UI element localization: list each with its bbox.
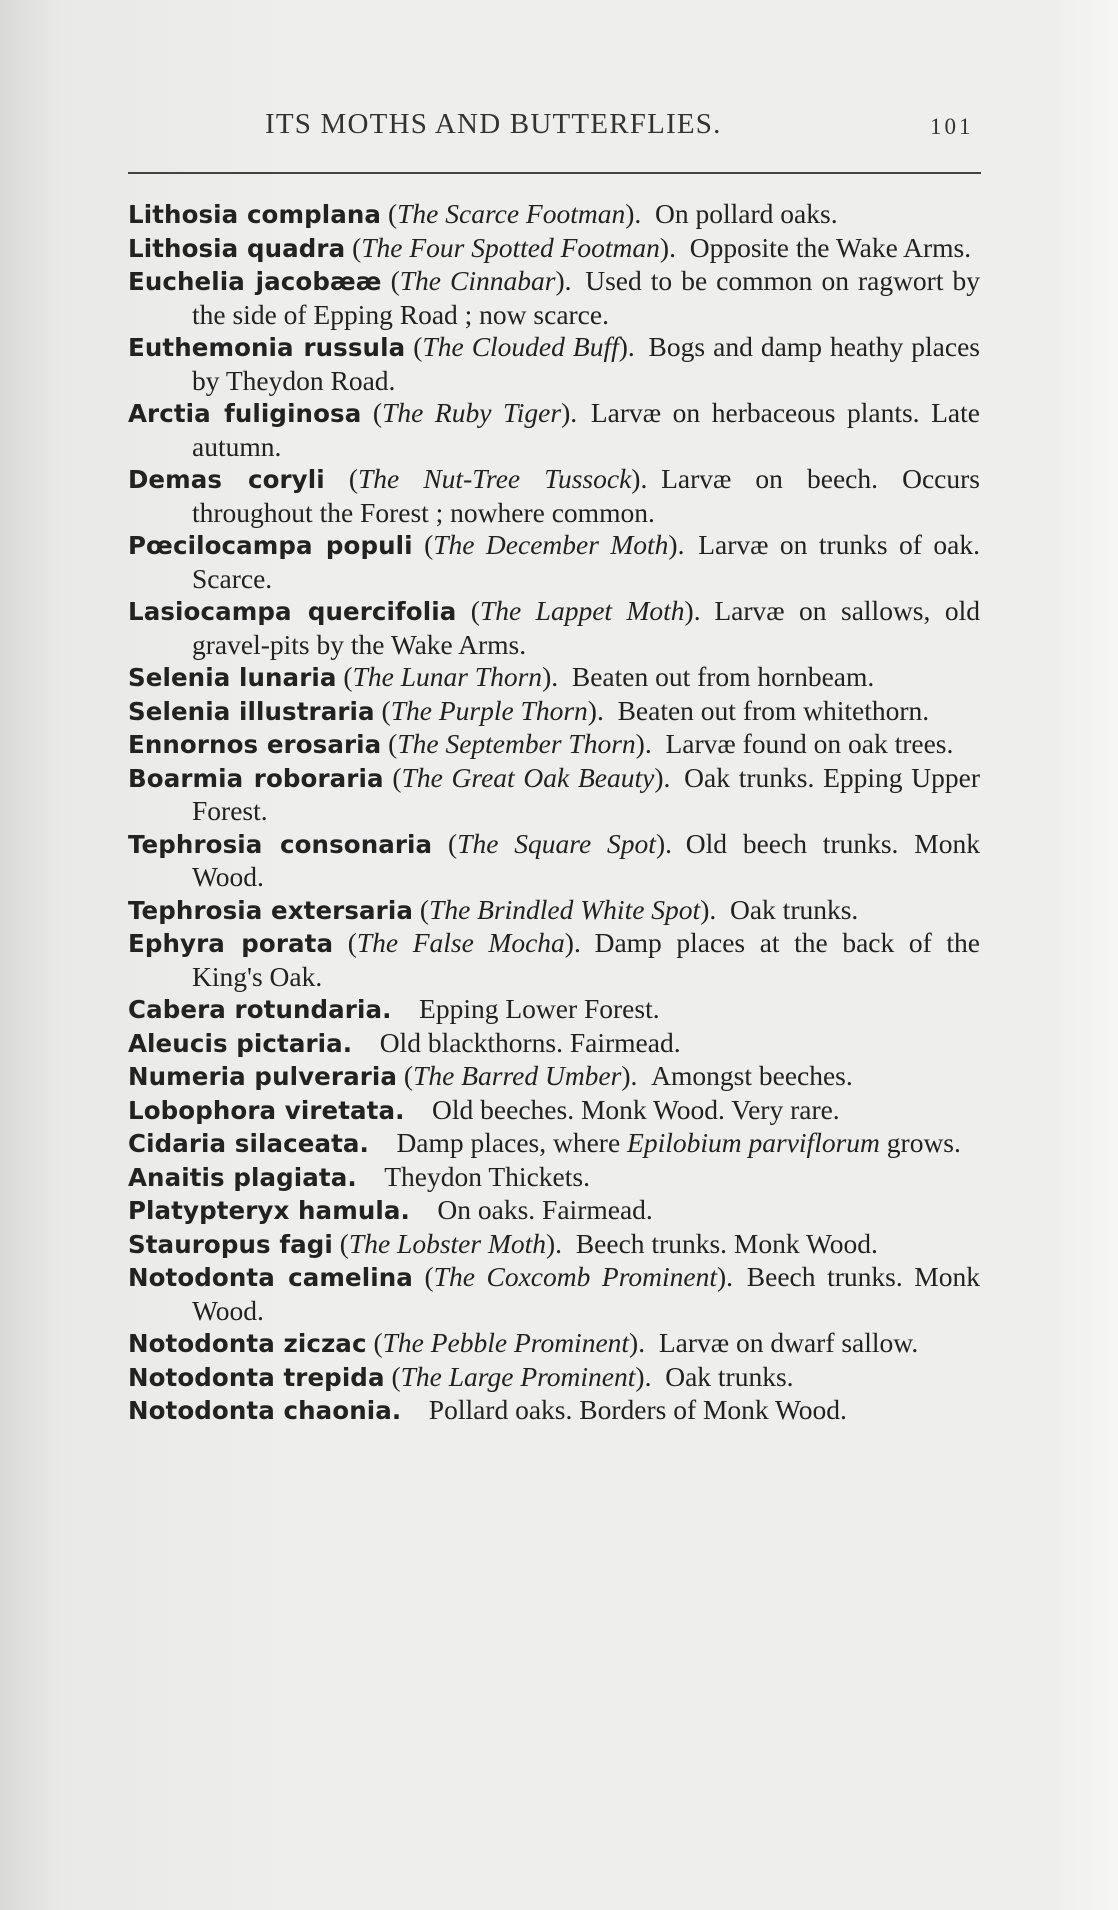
species-entry: Pœcilocampa populi (The December Moth). Larvæ on trunks of oak. Scarce. [128,529,980,594]
habitat-note: Beech trunks. Monk Wood. [192,1261,980,1326]
common-name: The Great Oak Beauty [401,761,655,793]
common-name: The Lappet Moth [479,595,685,626]
common-name: The Nut-Tree Tussock [358,463,632,494]
habitat-note: Amongst beeches. [651,1060,853,1091]
common-name: The Ruby Tiger [382,397,562,428]
common-name: The Coxcomb Prominent [433,1261,717,1292]
habitat-note: Opposite the Wake Arms. [689,231,972,263]
running-title: ITS MOTHS AND BUTTERFLIES. [265,108,722,140]
habitat-note: Theydon Thickets. [384,1160,590,1192]
common-name: The Cinnabar [399,265,556,296]
species-name: Notodonta camelina [128,1263,413,1292]
species-name: Notodonta chaonia. [128,1396,402,1425]
species-entry: Lasiocampa quercifolia (The Lappet Moth). Larvæ on sallows, old gravel-pits by the Wake Arms. [128,595,980,660]
habitat-note-end: grows. [886,1127,961,1158]
common-name: The September Thorn [397,728,636,759]
species-name: Cidaria silaceata. [128,1129,369,1158]
common-name: The Barred Umber [413,1060,622,1091]
species-name: Euthemonia russula [128,333,406,362]
habitat-note: Larvæ on dwarf sallow. [658,1327,919,1358]
species-entry: Notodonta trepida (The Large Prominent). Oak trunks. [128,1360,794,1392]
habitat-note: Old beeches. Monk Wood. Very rare. [432,1093,840,1125]
habitat-note: Beaten out from hornbeam. [571,661,875,692]
species-entry: Selenia lunaria (The Lunar Thorn). Beaten out from hornbeam. [128,661,875,692]
habitat-note: Old beech trunks. Monk Wood. [192,827,980,892]
habitat-note: Beech trunks. Monk Wood. [575,1227,878,1259]
species-entry: Euthemonia russula (The Clouded Buff). Bogs and damp heathy places by Theydon Road. [128,331,980,396]
habitat-note: Pollard oaks. Borders of Monk Wood. [428,1394,847,1425]
common-name: The Brindled White Spot [429,893,701,925]
common-name: The Square Spot [457,827,656,859]
species-entry: Stauropus fagi (The Lobster Moth). Beech trunks. Monk Wood. [128,1227,878,1259]
species-entry [128,1027,980,1061]
species-name: Euchelia jacobææ [128,267,382,296]
species-name: Tephrosia extersaria [128,895,413,925]
species-entry: Arctia fuliginosa (The Ruby Tiger). Larvæ on herbaceous plants. Late autumn. [128,397,980,462]
common-name: The Scarce Footman [397,198,626,229]
habitat-note: Larvæ found on oak trees. [665,728,954,759]
species-name: Notodonta trepida [128,1362,385,1392]
species-name: Selenia illustraria [128,696,375,726]
common-name: The Lobster Moth [348,1227,547,1259]
habitat-note: Larvæ on sallows, old gravel-pits by the Wake Arms. [192,595,980,660]
common-name: The Large Prominent [400,1360,636,1392]
habitat-note: Oak trunks. Epping Upper Forest. [192,761,980,826]
species-name: Stauropus fagi [128,1229,333,1259]
species-name: Lithosia quadra [128,233,346,263]
species-entry: Ennornos erosaria (The September Thorn). Larvæ found on oak trees. [128,728,954,759]
common-name: The Purple Thorn [390,694,588,726]
species-entry: Lithosia quadra (The Four Spotted Footman). Opposite the Wake Arms. [128,231,972,263]
species-name: Pœcilocampa populi [128,531,413,560]
species-name: Ennornos erosaria [128,730,382,759]
species-name: Arctia fuliginosa [128,399,362,428]
running-header [265,108,1005,148]
species-name: Demas coryli [128,465,325,494]
habitat-note: Oak trunks. [665,1360,794,1392]
habitat-note: Larvæ on trunks of oak. Scarce. [192,529,980,594]
species-name: Ephyra porata [128,929,334,958]
species-name: Lobophora viretata. [128,1095,405,1125]
habitat-note: Bogs and damp heathy places by Theydon Road. [192,331,980,396]
species-name: Notodonta ziczac [128,1329,367,1358]
species-entry [128,1394,980,1428]
common-name: The Lunar Thorn [352,661,543,692]
species-name: Boarmia roboraria [128,763,384,793]
species-entry: Numeria pulveraria (The Barred Umber). Amongst beeches. [128,1060,853,1091]
habitat-note: Damp places, where [396,1127,621,1158]
common-name: The Four Spotted Footman [361,231,660,263]
habitat-note: Larvæ on beech. Occurs throughout the Forest ; nowhere common. [192,463,980,528]
species-entry: Selenia illustraria (The Purple Thorn). Beaten out from whitethorn. [128,694,930,726]
species-entry: Notodonta ziczac (The Pebble Prominent). Larvæ on dwarf sallow. [128,1327,919,1358]
habitat-note: Damp places at the back of the King's Oak. [192,927,980,992]
habitat-note: Larvæ on herbaceous plants. Late autumn. [192,397,980,462]
species-entry [128,1161,980,1195]
habitat-note: Old blackthorns. Fairmead. [379,1026,681,1058]
species-entry: Ephyra porata (The False Mocha). Damp places at the back of the King's Oak. [128,927,980,992]
habitat-note: Used to be common on ragwort by the side of Epping Road ; now scarce. [192,265,981,330]
species-entry [128,1194,980,1228]
habitat-note: On pollard oaks. [655,198,838,229]
species-entry: Tephrosia extersaria (The Brindled White Spot). Oak trunks. [128,893,859,925]
species-name: Selenia lunaria [128,663,337,692]
page-number: 101 [930,114,974,139]
species-entry: Demas coryli (The Nut-Tree Tussock). Larvæ on beech. Occurs throughout the Forest ; nowhere common. [128,463,980,528]
species-entry: Boarmia roboraria (The Great Oak Beauty). Oak trunks. Epping Upper Forest. [128,761,980,826]
habitat-note: Oak trunks. [729,893,859,925]
habitat-note: On oaks. Fairmead. [437,1194,653,1225]
species-name: Platypteryx hamula. [128,1196,410,1225]
species-entry: Tephrosia consonaria (The Square Spot). Old beech trunks. Monk Wood. [128,827,980,892]
species-name: Anaitis plagiata. [128,1162,357,1192]
species-entry [128,1127,980,1161]
common-name: The December Moth [433,529,669,560]
species-name: Numeria pulveraria [128,1062,398,1091]
species-name: Lasiocampa quercifolia [128,597,457,626]
species-list [128,198,980,1428]
plant-name: Epilobium parviflorum [627,1127,880,1158]
habitat-note: Epping Lower Forest. [419,993,660,1024]
species-entry [128,1094,980,1128]
species-name: Aleucis pictaria. [128,1028,353,1058]
species-entry: Notodonta camelina (The Coxcomb Prominent). Beech trunks. Monk Wood. [128,1261,980,1326]
species-entry: Lithosia complana (The Scarce Footman). On pollard oaks. [128,198,838,229]
common-name: The False Mocha [356,927,565,958]
species-entry [128,993,980,1027]
header-rule [128,172,981,174]
species-name: Lithosia complana [128,200,382,229]
species-name: Cabera rotundaria. [128,995,392,1024]
common-name: The Pebble Prominent [382,1327,630,1358]
species-entry: Euchelia jacobææ (The Cinnabar). Used to be common on ragwort by the side of Epping Road ; now scarce. [128,265,981,330]
habitat-note: Beaten out from whitethorn. [617,694,930,726]
common-name: The Clouded Buff [422,331,619,362]
species-name: Tephrosia consonaria [128,829,433,859]
